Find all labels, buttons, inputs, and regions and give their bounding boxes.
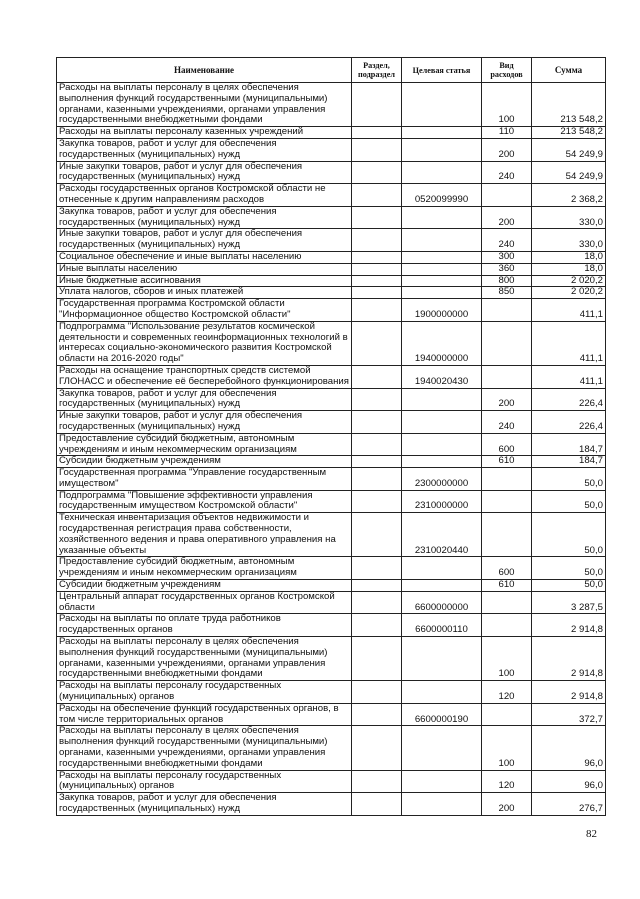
cell-sum: 411,1 bbox=[532, 299, 606, 322]
cell-sum: 2 914,8 bbox=[532, 681, 606, 704]
cell-type: 110 bbox=[482, 127, 532, 139]
cell-target bbox=[402, 681, 482, 704]
cell-name: Подпрограмма "Повышение эффективности управления государственным имуществом Костромской области" bbox=[57, 490, 352, 513]
table-row bbox=[57, 456, 606, 468]
cell-sum: 3 287,5 bbox=[532, 591, 606, 614]
cell-section bbox=[352, 490, 402, 513]
cell-section bbox=[352, 681, 402, 704]
cell-type bbox=[482, 184, 532, 207]
cell-name: Расходы на выплаты персоналу в целях обеспечения выполнения функций государственными (муниципальными) органами, казенными учреждениями, органами управления государственными внебюджетными фондами bbox=[57, 726, 352, 770]
cell-section bbox=[352, 184, 402, 207]
cell-section bbox=[352, 411, 402, 434]
cell-sum: 50,0 bbox=[532, 513, 606, 557]
cell-name: Расходы на выплаты персоналу в целях обеспечения выполнения функций государственными (муниципальными) органами, казенными учреждениями, органами управления государственными внебюджетными фондами bbox=[57, 83, 352, 127]
table-row bbox=[57, 251, 606, 263]
cell-target bbox=[402, 263, 482, 275]
cell-section bbox=[352, 161, 402, 184]
cell-sum: 213 548,2 bbox=[532, 83, 606, 127]
cell-type: 300 bbox=[482, 251, 532, 263]
cell-target: 6600000190 bbox=[402, 703, 482, 726]
cell-target bbox=[402, 557, 482, 580]
table-row bbox=[57, 184, 606, 207]
cell-section bbox=[352, 83, 402, 127]
cell-name: Расходы на выплаты персоналу в целях обеспечения выполнения функций государственными (муниципальными) органами, казенными учреждениями, органами управления государственными внебюджетными фондами bbox=[57, 637, 352, 681]
cell-name: Иные закупки товаров, работ и услуг для обеспечения государственных (муниципальных) нужд bbox=[57, 229, 352, 252]
cell-section bbox=[352, 365, 402, 388]
table-header-row bbox=[57, 58, 606, 83]
cell-type: 360 bbox=[482, 263, 532, 275]
cell-name: Субсидии бюджетным учреждениям bbox=[57, 580, 352, 592]
cell-section bbox=[352, 591, 402, 614]
cell-sum: 50,0 bbox=[532, 490, 606, 513]
cell-target bbox=[402, 206, 482, 229]
cell-type bbox=[482, 614, 532, 637]
table-row bbox=[57, 557, 606, 580]
cell-section bbox=[352, 770, 402, 793]
cell-target bbox=[402, 229, 482, 252]
cell-sum: 411,1 bbox=[532, 321, 606, 365]
table-body bbox=[57, 83, 606, 816]
cell-type bbox=[482, 591, 532, 614]
cell-section bbox=[352, 793, 402, 816]
cell-type: 610 bbox=[482, 580, 532, 592]
cell-target: 0520099990 bbox=[402, 184, 482, 207]
cell-name: Закупка товаров, работ и услуг для обеспечения государственных (муниципальных) нужд bbox=[57, 793, 352, 816]
cell-target bbox=[402, 275, 482, 287]
cell-name: Закупка товаров, работ и услуг для обеспечения государственных (муниципальных) нужд bbox=[57, 206, 352, 229]
cell-section bbox=[352, 557, 402, 580]
cell-target bbox=[402, 138, 482, 161]
cell-target bbox=[402, 251, 482, 263]
cell-type: 200 bbox=[482, 138, 532, 161]
cell-type: 240 bbox=[482, 161, 532, 184]
cell-type: 200 bbox=[482, 793, 532, 816]
cell-name: Предоставление субсидий бюджетным, автономным учреждениям и иным некоммерческим организациям bbox=[57, 557, 352, 580]
cell-target: 2300000000 bbox=[402, 468, 482, 491]
cell-sum: 226,4 bbox=[532, 388, 606, 411]
table-row bbox=[57, 703, 606, 726]
table-row bbox=[57, 770, 606, 793]
cell-target: 6600000110 bbox=[402, 614, 482, 637]
cell-name: Расходы на выплаты по оплате труда работников государственных органов bbox=[57, 614, 352, 637]
cell-name: Расходы на оснащение транспортных средств системой ГЛОНАСС и обеспечение её бесперебойного функционирования bbox=[57, 365, 352, 388]
cell-sum: 372,7 bbox=[532, 703, 606, 726]
table-row bbox=[57, 365, 606, 388]
cell-name: Государственная программа "Управление государственным имуществом" bbox=[57, 468, 352, 491]
cell-target bbox=[402, 580, 482, 592]
cell-target: 2310000000 bbox=[402, 490, 482, 513]
cell-target: 6600000000 bbox=[402, 591, 482, 614]
cell-sum: 2 020,2 bbox=[532, 275, 606, 287]
cell-type: 100 bbox=[482, 637, 532, 681]
table-row bbox=[57, 468, 606, 491]
table-row bbox=[57, 793, 606, 816]
cell-section bbox=[352, 637, 402, 681]
cell-sum: 330,0 bbox=[532, 229, 606, 252]
cell-sum: 184,7 bbox=[532, 456, 606, 468]
table-row bbox=[57, 637, 606, 681]
cell-section bbox=[352, 138, 402, 161]
cell-section bbox=[352, 580, 402, 592]
header-section: Раздел, подраздел bbox=[352, 58, 402, 83]
cell-section bbox=[352, 433, 402, 456]
cell-type bbox=[482, 468, 532, 491]
table-row bbox=[57, 287, 606, 299]
cell-sum: 213 548,2 bbox=[532, 127, 606, 139]
cell-name: Иные закупки товаров, работ и услуг для обеспечения государственных (муниципальных) нужд bbox=[57, 161, 352, 184]
cell-target bbox=[402, 637, 482, 681]
cell-type: 600 bbox=[482, 433, 532, 456]
cell-section bbox=[352, 726, 402, 770]
cell-section bbox=[352, 287, 402, 299]
cell-section bbox=[352, 614, 402, 637]
cell-sum: 226,4 bbox=[532, 411, 606, 434]
cell-name: Расходы на обеспечение функций государственных органов, в том числе территориальных органов bbox=[57, 703, 352, 726]
cell-target: 2310020440 bbox=[402, 513, 482, 557]
cell-name: Центральный аппарат государственных органов Костромской области bbox=[57, 591, 352, 614]
cell-target bbox=[402, 726, 482, 770]
cell-section bbox=[352, 513, 402, 557]
cell-section bbox=[352, 127, 402, 139]
cell-section bbox=[352, 468, 402, 491]
table-row bbox=[57, 263, 606, 275]
cell-type bbox=[482, 703, 532, 726]
cell-section bbox=[352, 703, 402, 726]
table-row bbox=[57, 580, 606, 592]
cell-sum: 54 249,9 bbox=[532, 138, 606, 161]
cell-sum: 2 914,8 bbox=[532, 637, 606, 681]
cell-name: Субсидии бюджетным учреждениям bbox=[57, 456, 352, 468]
cell-section bbox=[352, 388, 402, 411]
table-row bbox=[57, 83, 606, 127]
table-row bbox=[57, 614, 606, 637]
cell-type: 100 bbox=[482, 83, 532, 127]
table-row bbox=[57, 299, 606, 322]
cell-section bbox=[352, 275, 402, 287]
header-type: Вид расходов bbox=[482, 58, 532, 83]
cell-target: 1900000000 bbox=[402, 299, 482, 322]
cell-name: Уплата налогов, сборов и иных платежей bbox=[57, 287, 352, 299]
table-row bbox=[57, 513, 606, 557]
cell-sum: 18,0 bbox=[532, 263, 606, 275]
cell-target bbox=[402, 433, 482, 456]
cell-sum: 2 914,8 bbox=[532, 614, 606, 637]
table-row bbox=[57, 127, 606, 139]
cell-sum: 276,7 bbox=[532, 793, 606, 816]
cell-sum: 330,0 bbox=[532, 206, 606, 229]
cell-name: Техническая инвентаризация объектов недвижимости и государственная регистрация права собственности, хозяйственного ведения и права оперативного управления на указанные объекты bbox=[57, 513, 352, 557]
cell-section bbox=[352, 229, 402, 252]
cell-section bbox=[352, 299, 402, 322]
cell-sum: 96,0 bbox=[532, 770, 606, 793]
cell-target: 1940000000 bbox=[402, 321, 482, 365]
cell-type: 200 bbox=[482, 388, 532, 411]
cell-name: Иные закупки товаров, работ и услуг для обеспечения государственных (муниципальных) нужд bbox=[57, 411, 352, 434]
table-row bbox=[57, 591, 606, 614]
cell-sum: 50,0 bbox=[532, 468, 606, 491]
cell-section bbox=[352, 321, 402, 365]
cell-name: Закупка товаров, работ и услуг для обеспечения государственных (муниципальных) нужд bbox=[57, 138, 352, 161]
cell-target bbox=[402, 127, 482, 139]
cell-sum: 96,0 bbox=[532, 726, 606, 770]
table-row bbox=[57, 681, 606, 704]
table-row bbox=[57, 275, 606, 287]
cell-type: 120 bbox=[482, 681, 532, 704]
table-row bbox=[57, 138, 606, 161]
cell-name: Расходы на выплаты персоналу государственных (муниципальных) органов bbox=[57, 681, 352, 704]
cell-target bbox=[402, 287, 482, 299]
cell-sum: 18,0 bbox=[532, 251, 606, 263]
cell-type bbox=[482, 299, 532, 322]
cell-target bbox=[402, 83, 482, 127]
budget-table bbox=[56, 57, 606, 816]
cell-target bbox=[402, 456, 482, 468]
cell-type bbox=[482, 321, 532, 365]
table-row bbox=[57, 433, 606, 456]
cell-section bbox=[352, 206, 402, 229]
cell-name: Расходы на выплаты персоналу государственных (муниципальных) органов bbox=[57, 770, 352, 793]
cell-sum: 411,1 bbox=[532, 365, 606, 388]
cell-target bbox=[402, 770, 482, 793]
cell-target: 1940020430 bbox=[402, 365, 482, 388]
table-row bbox=[57, 321, 606, 365]
cell-type: 120 bbox=[482, 770, 532, 793]
header-target: Целевая статья bbox=[402, 58, 482, 83]
cell-name: Закупка товаров, работ и услуг для обеспечения государственных (муниципальных) нужд bbox=[57, 388, 352, 411]
table-row bbox=[57, 206, 606, 229]
cell-type: 200 bbox=[482, 206, 532, 229]
table-row bbox=[57, 161, 606, 184]
page-number: 82 bbox=[586, 828, 597, 840]
cell-name: Расходы на выплаты персоналу казенных учреждений bbox=[57, 127, 352, 139]
cell-sum: 2 020,2 bbox=[532, 287, 606, 299]
cell-name: Государственная программа Костромской области "Информационное общество Костромской области" bbox=[57, 299, 352, 322]
header-sum: Сумма bbox=[532, 58, 606, 83]
cell-section bbox=[352, 456, 402, 468]
cell-type: 610 bbox=[482, 456, 532, 468]
cell-target bbox=[402, 793, 482, 816]
cell-section bbox=[352, 263, 402, 275]
cell-type: 850 bbox=[482, 287, 532, 299]
cell-name: Расходы государственных органов Костромской области не отнесенные к другим направлениям расходов bbox=[57, 184, 352, 207]
cell-name: Социальное обеспечение и иные выплаты населению bbox=[57, 251, 352, 263]
cell-sum: 50,0 bbox=[532, 580, 606, 592]
header-name: Наименование bbox=[57, 58, 352, 83]
cell-type bbox=[482, 490, 532, 513]
cell-type bbox=[482, 513, 532, 557]
cell-sum: 50,0 bbox=[532, 557, 606, 580]
cell-type: 100 bbox=[482, 726, 532, 770]
cell-target bbox=[402, 161, 482, 184]
table-row bbox=[57, 388, 606, 411]
cell-target bbox=[402, 388, 482, 411]
table-row bbox=[57, 411, 606, 434]
table-row bbox=[57, 490, 606, 513]
cell-name: Подпрограмма "Использование результатов космической деятельности и современных геоинформационных технологий в интересах социально-экономического развития Костромской области на 2016-2020 годы" bbox=[57, 321, 352, 365]
table-row bbox=[57, 229, 606, 252]
cell-sum: 2 368,2 bbox=[532, 184, 606, 207]
cell-sum: 54 249,9 bbox=[532, 161, 606, 184]
cell-type bbox=[482, 365, 532, 388]
cell-name: Иные бюджетные ассигнования bbox=[57, 275, 352, 287]
cell-name: Иные выплаты населению bbox=[57, 263, 352, 275]
table-row bbox=[57, 726, 606, 770]
cell-type: 240 bbox=[482, 411, 532, 434]
cell-sum: 184,7 bbox=[532, 433, 606, 456]
cell-type: 800 bbox=[482, 275, 532, 287]
cell-section bbox=[352, 251, 402, 263]
cell-name: Предоставление субсидий бюджетным, автономным учреждениям и иным некоммерческим организациям bbox=[57, 433, 352, 456]
cell-type: 240 bbox=[482, 229, 532, 252]
cell-type: 600 bbox=[482, 557, 532, 580]
cell-target bbox=[402, 411, 482, 434]
